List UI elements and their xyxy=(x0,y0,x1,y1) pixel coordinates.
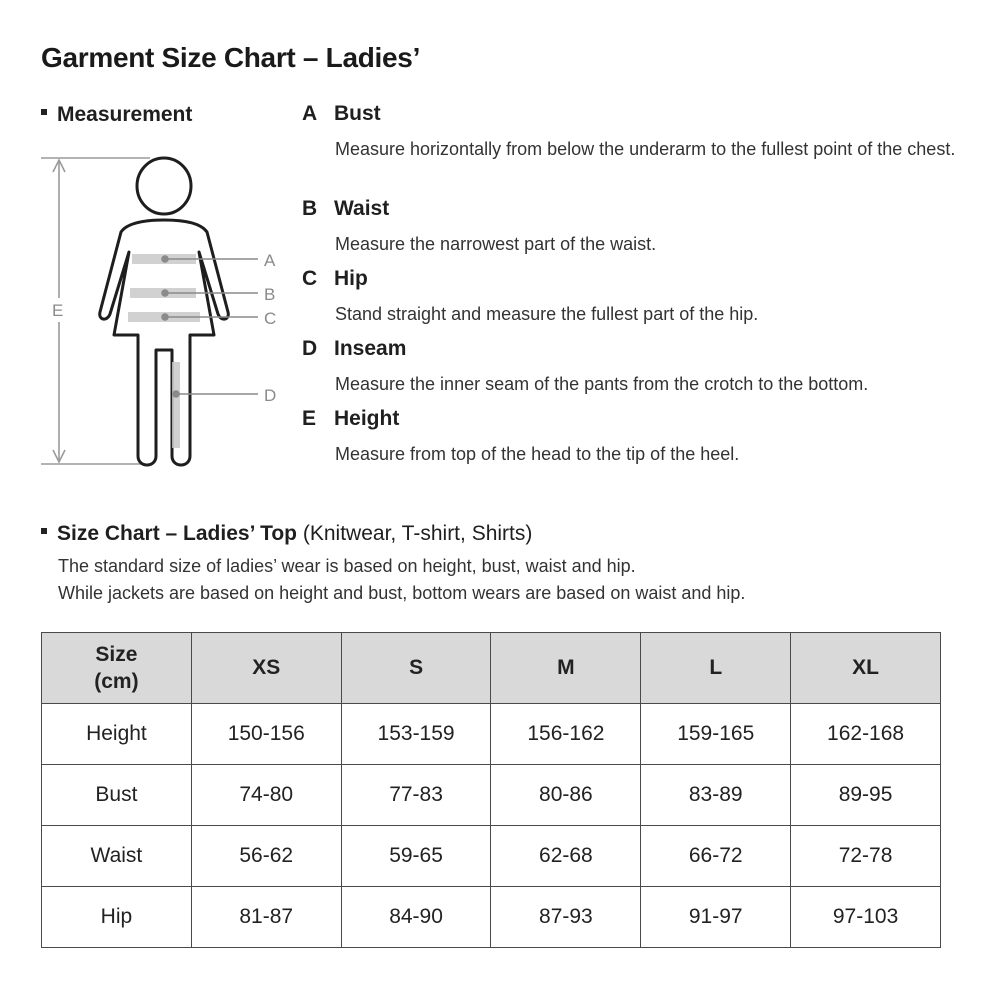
table-cell: 84-90 xyxy=(341,887,491,948)
body-measurement-figure xyxy=(38,150,298,475)
measurement-heading: Measurement xyxy=(41,103,192,127)
table-cell: 159-165 xyxy=(641,704,791,765)
definition-waist: B Waist Measure the narrowest part of the waist. xyxy=(302,197,657,254)
table-cell: 74-80 xyxy=(191,765,341,826)
table-cell: 59-65 xyxy=(341,826,491,887)
table-cell: 150-156 xyxy=(191,704,341,765)
figure-label-d: D xyxy=(264,386,277,405)
table-cell: 80-86 xyxy=(491,765,641,826)
person-outline xyxy=(100,158,229,465)
table-cell: 89-95 xyxy=(791,765,941,826)
column-header: S xyxy=(341,633,491,704)
table-cell: 56-62 xyxy=(191,826,341,887)
table-cell: 81-87 xyxy=(191,887,341,948)
table-cell: 153-159 xyxy=(341,704,491,765)
figure-label-a: A xyxy=(264,251,276,270)
row-label: Height xyxy=(42,704,192,765)
table-cell: 66-72 xyxy=(641,826,791,887)
column-header: M xyxy=(491,633,641,704)
table-cell: 97-103 xyxy=(791,887,941,948)
column-header: XS xyxy=(191,633,341,704)
table-cell: 62-68 xyxy=(491,826,641,887)
size-chart-note-2: While jackets are based on height and bust, bottom wears are based on waist and hip. xyxy=(58,583,746,603)
figure-label-c: C xyxy=(264,309,277,328)
table-row xyxy=(42,826,941,887)
column-header: XL xyxy=(791,633,941,704)
row-label: Bust xyxy=(42,765,192,826)
table-row xyxy=(42,704,941,765)
page-title: Garment Size Chart – Ladies’ xyxy=(41,42,421,73)
table-cell: 162-168 xyxy=(791,704,941,765)
table-header-row xyxy=(42,633,941,704)
table-cell: 72-78 xyxy=(791,826,941,887)
size-chart-heading: Size Chart – Ladies’ Top (Knitwear, T-shirt, Shirts) xyxy=(41,522,532,546)
definition-hip: C Hip Stand straight and measure the fullest part of the hip. xyxy=(302,267,759,324)
figure-label-b: B xyxy=(264,285,276,304)
measurement-definitions xyxy=(302,102,992,477)
definition-height: E Height Measure from top of the head to the tip of the heel. xyxy=(302,407,740,464)
table-row xyxy=(42,765,941,826)
table-cell: 83-89 xyxy=(641,765,791,826)
figure-label-e: E xyxy=(52,301,64,320)
bullet-icon xyxy=(41,528,47,534)
row-label: Hip xyxy=(42,887,192,948)
definition-inseam: D Inseam Measure the inner seam of the pants from the crotch to the bottom. xyxy=(302,337,869,394)
table-row xyxy=(42,887,941,948)
size-table xyxy=(41,632,941,948)
table-cell: 77-83 xyxy=(341,765,491,826)
corner-header: Size (cm) xyxy=(42,633,192,704)
table-cell: 156-162 xyxy=(491,704,641,765)
size-chart-note-1: The standard size of ladies’ wear is based on height, bust, waist and hip. xyxy=(58,556,636,576)
bullet-icon xyxy=(41,109,47,115)
table-cell: 87-93 xyxy=(491,887,641,948)
row-label: Waist xyxy=(42,826,192,887)
column-header: L xyxy=(641,633,791,704)
definition-bust: A Bust Measure horizontally from below the underarm to the fullest point of the chest. xyxy=(302,102,956,159)
table-cell: 91-97 xyxy=(641,887,791,948)
